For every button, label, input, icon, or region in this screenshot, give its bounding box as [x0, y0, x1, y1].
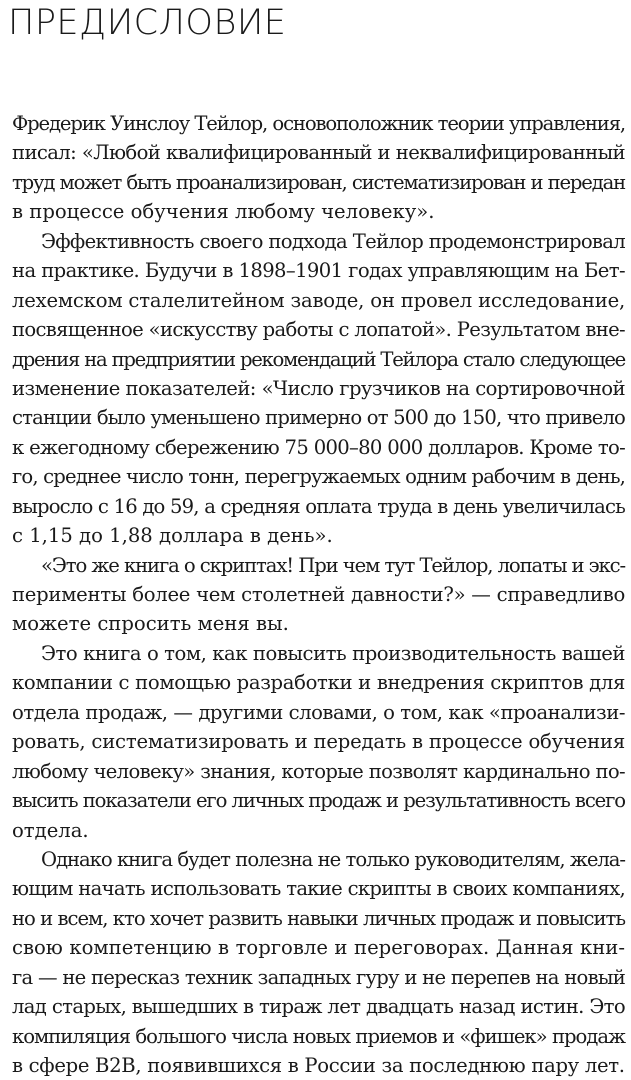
text-line: Однако книга будет полезна не только руководителям, жела- [41, 847, 625, 871]
text-line: Фредерик Уинслоу Тейлор, основоположник теории управления, [12, 112, 625, 135]
text-line: перименты более чем столетней давности?» — справедливо [12, 583, 625, 606]
paragraph [12, 109, 625, 227]
chapter-title: ПРЕДИСЛОВИЕ [8, 3, 287, 43]
text-line: на практике. Будучи в 1898–1901 годах управляющим на Бет- [12, 259, 625, 283]
text-line: любому человеку» знания, которые позволят кардинально по- [12, 759, 625, 783]
text-line: станции было уменьшено примерно от 500 до 150, что привело [12, 406, 625, 430]
text-line: го, среднее число тонн, перегружаемых одним рабочим в день, [12, 465, 625, 489]
text-line: изменение показателей: «Число грузчиков на сортировочной [12, 376, 625, 400]
text-line: можете спросить меня вы. [12, 612, 289, 636]
text-line: в сфере B2B, появившихся в России за последнюю пару лет. [12, 1054, 625, 1077]
text-line: выросло с 16 до 59, а средняя оплата труда в день увеличилась [12, 494, 625, 518]
text-line: посвященное «искусству работы с лопатой». Результатом вне- [12, 318, 625, 342]
text-line: ющим начать использовать такие скрипты в своих компаниях, [12, 877, 625, 901]
body-text [12, 109, 625, 1080]
text-line: Эффективность своего подхода Тейлор продемонстрировал [41, 229, 625, 253]
text-line: в процессе обучения любому человеку». [12, 200, 435, 224]
text-line: но и всем, кто хочет развить навыки личных продаж и повысить [12, 906, 625, 930]
text-line: компании с помощью разработки и внедрения скриптов для [12, 671, 625, 695]
text-line: с 1,15 до 1,88 доллара в день». [12, 524, 333, 548]
text-line: свою компетенцию в торговле и переговорах. Данная кни- [12, 936, 625, 960]
text-line: Это книга о том, как повысить производительность вашей [41, 641, 625, 665]
text-line: писал: «Любой квалифицированный и неквалифицированный [12, 141, 625, 165]
text-line: га — не пересказ техник западных гуру и не перепев на новый [12, 965, 625, 989]
text-line: к ежегодному сбережению 75 000–80 000 долларов. Кроме то- [12, 435, 625, 459]
paragraph [12, 551, 625, 639]
text-line: «Это же книга о скриптах! При чем тут Тейлор, лопаты и экс- [41, 553, 625, 577]
paragraph [12, 227, 625, 551]
text-line: высить показатели его личных продаж и результативность всего [12, 789, 625, 813]
text-line: ровать, систематизировать и передать в процессе обучения [12, 730, 625, 754]
text-line: труд может быть проанализирован, систематизирован и передан [12, 170, 625, 194]
text-line: дрения на предприятии рекомендаций Тейлора стало следующее [12, 347, 625, 371]
text-line: лад старых, вышедших в тираж лет двадцать назад истин. Это [12, 995, 625, 1019]
paragraph [12, 639, 625, 845]
text-line: отдела продаж, — другими словами, о том, как «проанализи- [12, 700, 625, 724]
text-line: лехемском сталелитейном заводе, он провел исследование, [12, 288, 625, 312]
text-line: компиляция большого числа новых приемов и «фишек» продаж [12, 1024, 625, 1048]
text-line: отдела. [12, 818, 89, 842]
paragraph [12, 845, 625, 1080]
